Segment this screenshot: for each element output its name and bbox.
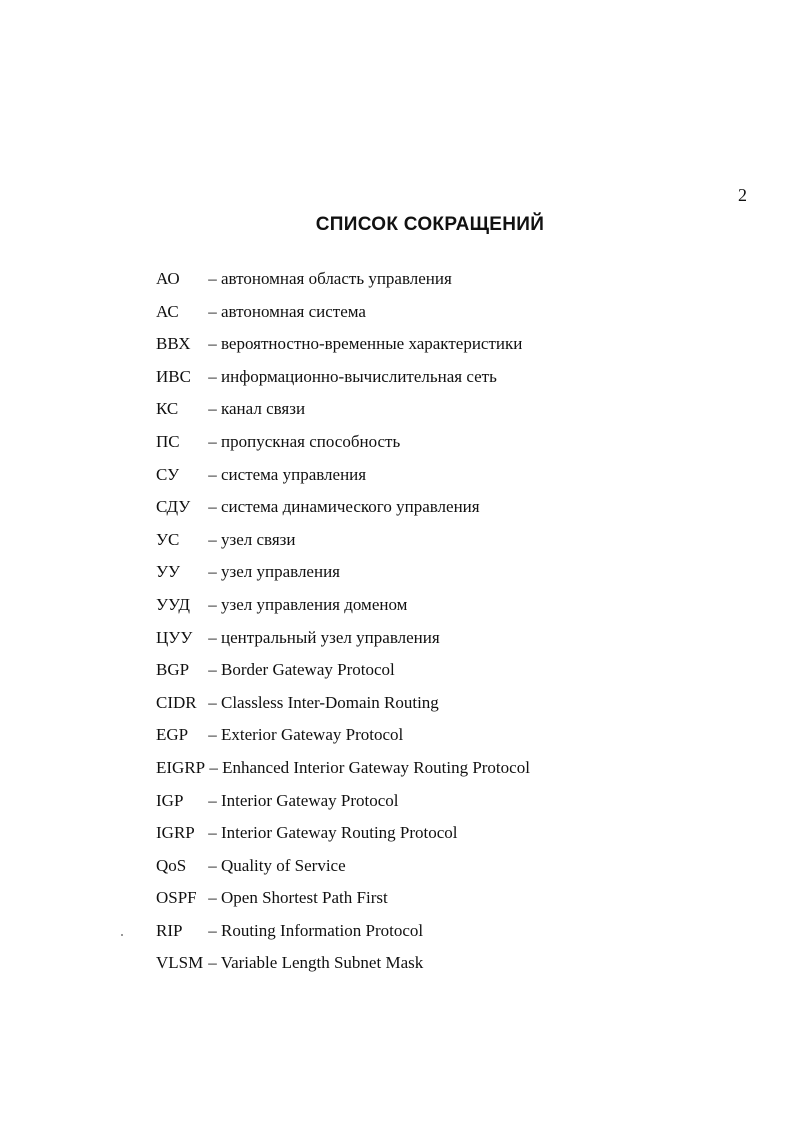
abbreviation-term: ВВХ — [156, 334, 191, 354]
list-item — [156, 690, 530, 723]
abbreviation-term: EGP — [156, 725, 189, 745]
abbreviation-term: АО — [156, 269, 180, 288]
abbreviation-definition: – Interior Gateway Routing Protocol — [208, 823, 458, 843]
abbreviation-term: ИВС — [156, 366, 191, 386]
abbreviation-definition: – узел связи — [208, 529, 296, 549]
abbreviation-term: ЦУУ — [156, 627, 193, 647]
abbreviation-term: QoS — [156, 855, 187, 875]
abbreviation-term: УУД — [156, 594, 190, 614]
abbreviation-term: АС — [156, 301, 179, 321]
abbreviation-term: OSPF — [156, 888, 197, 908]
abbreviation-definition: – система управления — [208, 464, 367, 484]
page-title: СПИСОК СОКРАЩЕНИЙ — [315, 214, 545, 235]
abbreviation-term: ПС — [156, 431, 180, 451]
list-item — [156, 364, 530, 397]
abbreviation-definition: – Enhanced Interior Gateway Routing Protocol — [209, 757, 530, 777]
list-item — [156, 396, 530, 429]
abbreviation-definition: – автономная система — [208, 301, 366, 321]
list-item — [156, 755, 530, 788]
abbreviation-term: УУ — [156, 562, 181, 582]
list-item — [156, 266, 530, 299]
scan-speck — [121, 934, 123, 936]
list-item — [156, 331, 530, 364]
abbreviation-definition: – система динамического управления — [208, 497, 480, 517]
list-item — [156, 462, 530, 495]
list-item — [156, 299, 530, 332]
abbreviation-term: КС — [156, 399, 179, 419]
abbreviation-definition: – автономная область управления — [208, 269, 452, 288]
list-item — [156, 559, 530, 592]
list-item — [156, 429, 530, 462]
list-item — [156, 592, 530, 625]
abbreviation-term: IGRP — [156, 823, 195, 843]
abbreviation-definition: – Quality of Service — [208, 855, 346, 875]
list-item — [156, 885, 530, 918]
abbreviation-term: EIGRP — [156, 757, 206, 777]
abbreviation-definition: – узел управления доменом — [208, 594, 408, 614]
abbreviation-definition: – Border Gateway Protocol — [208, 660, 395, 680]
abbreviation-definition: – Classless Inter-Domain Routing — [208, 692, 439, 712]
list-item — [156, 788, 530, 821]
abbreviation-term: УС — [156, 529, 180, 549]
abbreviation-term: BGP — [156, 660, 190, 680]
list-item — [156, 657, 530, 690]
abbreviation-definition: – пропускная способность — [208, 431, 401, 451]
list-item — [156, 722, 530, 755]
abbreviation-list — [156, 266, 530, 983]
abbreviation-definition: – вероятностно-временные характеристики — [208, 334, 523, 354]
abbreviation-definition: – узел управления — [208, 562, 340, 582]
list-item — [156, 527, 530, 560]
abbreviation-term: VLSM — [156, 953, 204, 973]
abbreviation-definition: – канал связи — [208, 399, 306, 419]
list-item — [156, 494, 530, 527]
list-item — [156, 918, 530, 951]
abbreviation-term: RIP — [156, 920, 183, 940]
abbreviation-definition: – Exterior Gateway Protocol — [208, 725, 404, 745]
abbreviation-definition: – Open Shortest Path First — [208, 888, 388, 908]
abbreviation-definition: – Variable Length Subnet Mask — [208, 953, 424, 973]
page-number: 2 — [738, 185, 747, 205]
abbreviation-term: CIDR — [156, 692, 197, 712]
list-item — [156, 950, 530, 983]
abbreviation-term: СДУ — [156, 497, 191, 517]
list-item — [156, 853, 530, 886]
abbreviation-term: IGP — [156, 790, 184, 810]
list-item — [156, 820, 530, 853]
abbreviation-definition: – Interior Gateway Protocol — [208, 790, 399, 810]
abbreviation-definition: – Routing Information Protocol — [208, 920, 424, 940]
abbreviation-term: СУ — [156, 464, 180, 484]
abbreviation-definition: – информационно-вычислительная сеть — [208, 366, 497, 386]
abbreviation-definition: – центральный узел управления — [208, 627, 440, 647]
list-item — [156, 625, 530, 658]
